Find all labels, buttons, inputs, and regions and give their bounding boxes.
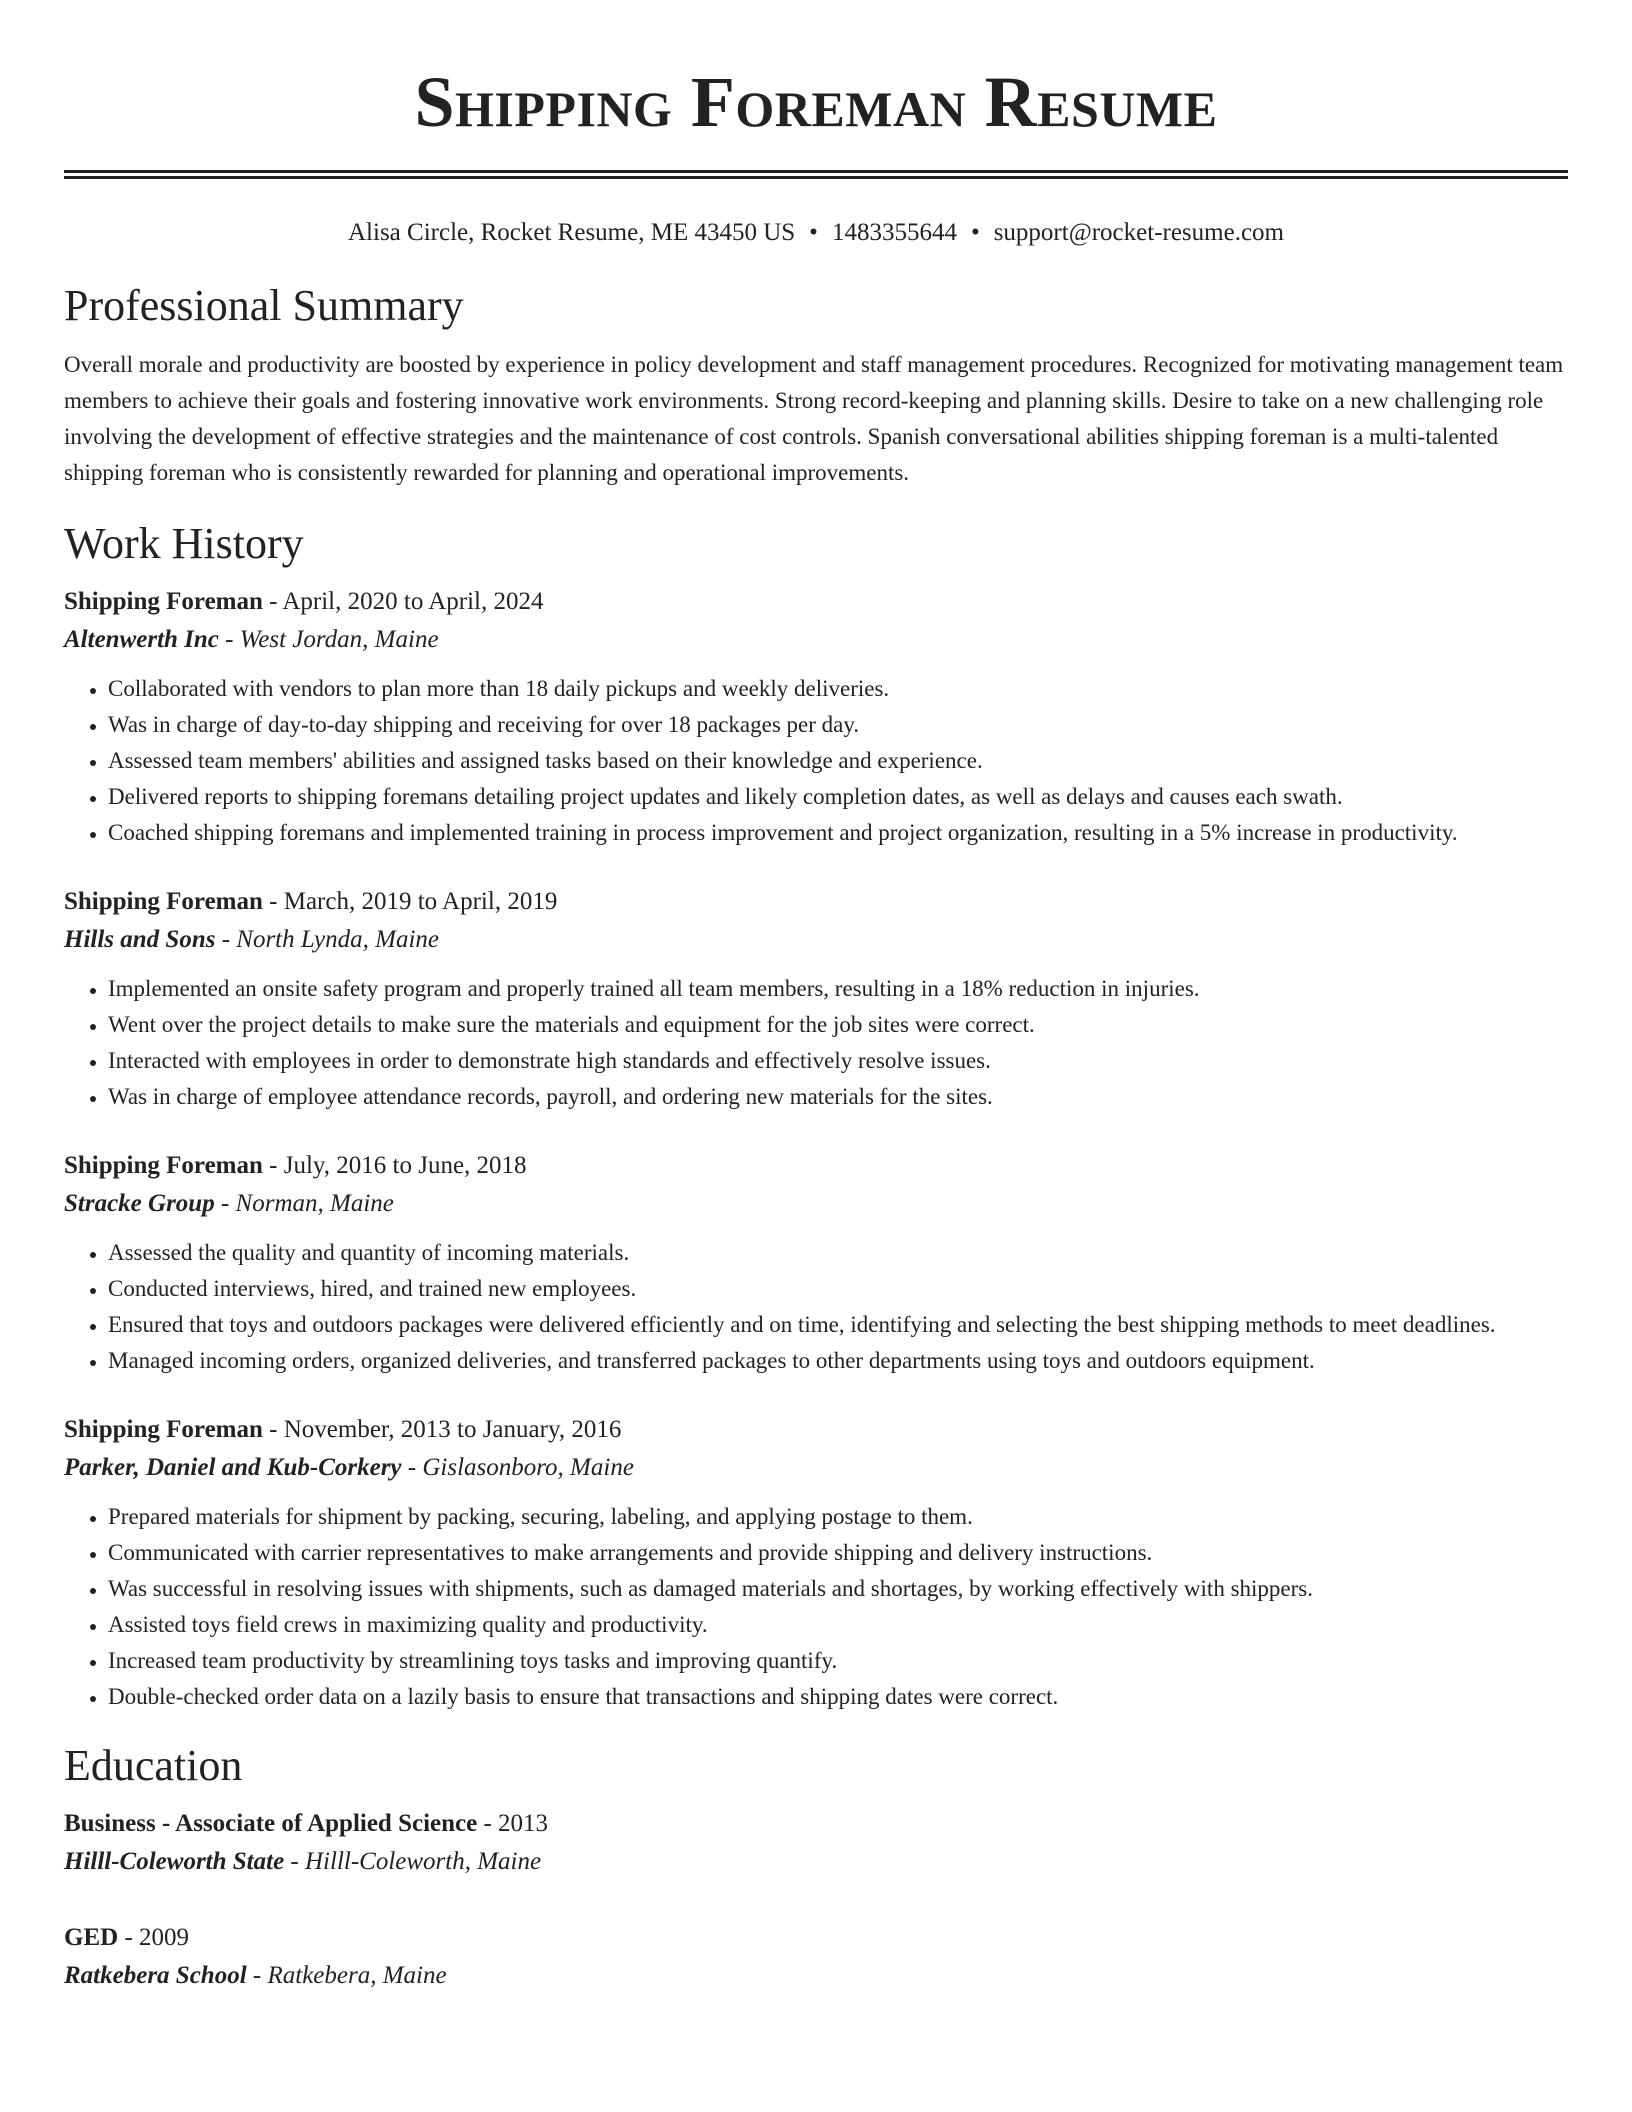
job-title-line [64,583,1568,621]
degree-name: GED [64,1924,119,1951]
list-item: • Ensured that toys and outdoors packages were delivered efficiently and on time, identifying and selecting the best shipping methods to meet deadlines. [108,1307,1568,1343]
job-entry [64,883,1568,1115]
company-name: Hills and Sons [64,926,216,953]
list-item: • Double-checked order data on a lazily basis to ensure that transactions and shipping dates were correct. [108,1679,1568,1715]
education-entry [64,1805,1568,1881]
job-title-line [64,883,1568,921]
title-divider [64,170,1568,179]
contact-address: Alisa Circle, Rocket Resume, ME 43450 US [348,219,796,246]
work-history-heading: Work History [64,519,304,568]
list-item: • Assessed the quality and quantity of incoming materials. [108,1235,1568,1271]
company-location: - Norman, Maine [214,1190,394,1217]
company-name: Altenwerth Inc [64,626,219,653]
list-item: • Went over the project details to make sure the materials and equipment for the job sites were correct. [108,1007,1568,1043]
degree-name: Business - Associate of Applied Science [64,1810,478,1837]
company-name: Parker, Daniel and Kub-Corkery [64,1454,402,1481]
list-item: • Coached shipping foremans and implemented training in process improvement and project organization, resulting in a 5% increase in productivity. [108,815,1568,851]
school-name: Ratkebera School [64,1962,247,1989]
job-dates: - March, 2019 to April, 2019 [262,888,558,915]
school-line [64,1957,1568,1995]
list-item: • Managed incoming orders, organized deliveries, and transferred packages to other departments using toys and outdoors equipment. [108,1343,1568,1379]
list-item: • Communicated with carrier representatives to make arrangements and provide shipping and delivery instructions. [108,1535,1568,1571]
list-item: • Prepared materials for shipment by packing, securing, labeling, and applying postage to them. [108,1499,1568,1535]
degree-year: - 2009 [118,1924,190,1951]
list-item: • Interacted with employees in order to demonstrate high standards and effectively resolve issues. [108,1043,1568,1079]
job-entry [64,1147,1568,1379]
education-entry [64,1919,1568,1995]
page-title: Shipping Foreman Resume [414,62,1218,142]
list-item: • Assisted toys field crews in maximizing quality and productivity. [108,1607,1568,1643]
contact-email: support@rocket-resume.com [993,219,1284,246]
school-line [64,1843,1568,1881]
job-bullets [64,1235,1568,1379]
job-dates: - November, 2013 to January, 2016 [262,1416,622,1443]
job-bullets [64,671,1568,851]
job-dates: - July, 2016 to June, 2018 [262,1152,527,1179]
degree-line [64,1919,1568,1957]
degree-year: - 2013 [477,1810,549,1837]
list-item: • Conducted interviews, hired, and trained new employees. [108,1271,1568,1307]
list-item: • Was in charge of employee attendance records, payroll, and ordering new materials for the sites. [108,1079,1568,1115]
contact-separator: • [809,219,818,246]
summary-text: Overall morale and productivity are boosted by experience in policy development and staff management procedures. Recognized for motivating management team members to achieve their goals and fostering innovative work environments. Strong record-keeping and planning skills. Desire to take on a new challenging role involving the development of effective strategies and the maintenance of cost controls. Spanish conversational abilities shipping foreman is a multi-talented shipping foreman who is consistently rewarded for planning and operational improvements. [64,352,1564,485]
summary-heading: Professional Summary [64,281,464,330]
contact-line [64,215,1568,251]
job-entry [64,583,1568,851]
school-location: - Ratkebera, Maine [246,1962,447,1989]
list-item: • Delivered reports to shipping foremans detailing project updates and likely completion dates, as well as delays and causes each swath. [108,779,1568,815]
job-title: Shipping Foreman [64,1416,263,1443]
list-item: • Increased team productivity by streamlining toys tasks and improving quantify. [108,1643,1568,1679]
list-item: • Was in charge of day-to-day shipping and receiving for over 18 packages per day. [108,707,1568,743]
contact-phone: 1483355644 [831,219,957,246]
company-line [64,1185,1568,1223]
company-location: - North Lynda, Maine [215,926,440,953]
school-name: Hilll-Coleworth State [64,1848,285,1875]
job-title-line [64,1147,1568,1185]
company-location: - West Jordan, Maine [218,626,439,653]
job-title-line [64,1411,1568,1449]
list-item: • Collaborated with vendors to plan more than 18 daily pickups and weekly deliveries. [108,671,1568,707]
school-location: - Hilll-Coleworth, Maine [284,1848,542,1875]
list-item: • Implemented an onsite safety program and properly trained all team members, resulting in a 18% reduction in injuries. [108,971,1568,1007]
job-title: Shipping Foreman [64,888,263,915]
education-heading: Education [64,1741,243,1790]
job-bullets [64,971,1568,1115]
company-line [64,621,1568,659]
company-line [64,921,1568,959]
company-name: Stracke Group [64,1190,215,1217]
company-location: - Gislasonboro, Maine [401,1454,634,1481]
list-item: • Was successful in resolving issues with shipments, such as damaged materials and shortages, by working effectively with shippers. [108,1571,1568,1607]
job-dates: - April, 2020 to April, 2024 [262,588,544,615]
job-bullets [64,1499,1568,1715]
company-line [64,1449,1568,1487]
job-title: Shipping Foreman [64,1152,263,1179]
job-title: Shipping Foreman [64,588,263,615]
job-entry [64,1411,1568,1715]
contact-separator: • [970,219,980,246]
degree-line [64,1805,1568,1843]
list-item: • Assessed team members' abilities and assigned tasks based on their knowledge and experience. [108,743,1568,779]
